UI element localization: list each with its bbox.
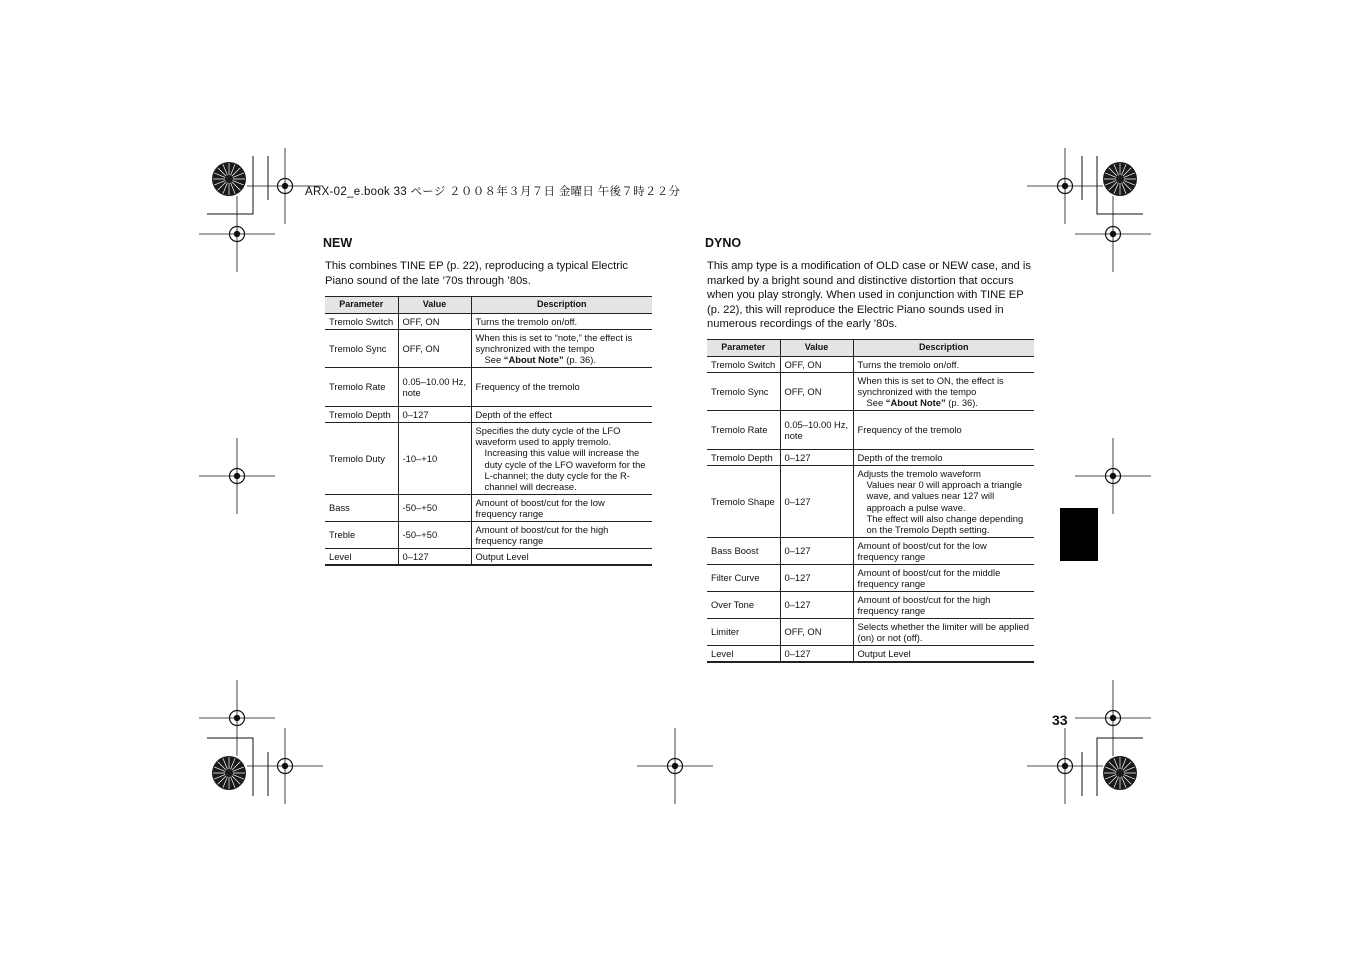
description-cell: Amount of boost/cut for the low frequency range [853,538,1034,565]
value-cell: 0–127 [780,466,853,538]
table-header-row [707,340,1034,357]
value-cell: 0–127 [780,538,853,565]
see-prefix: See [484,354,504,366]
description-text: Specifies the duty cycle of the LFO waveform used to apply tremolo. [475,424,621,447]
column-header-value: Value [780,340,853,357]
description-cell: Selects whether the limiter will be applied (on) or not (off). [853,619,1034,646]
dyno-section-body: This amp type is a modification of OLD case or NEW case, and is marked by a bright sound and distinctive distortion that occurs when you play strongly. When used in conjunction with TINE EP (p. 22), this will reproduce the Electric Piano sounds used in numerous recordings of the early ’80s. [707,260,1031,331]
param-cell: Tremolo Rate [325,368,398,407]
table-row [707,357,1034,373]
description-detail: Values near 0 will approach a triangle wave, and values near 127 will approach a pulse wave. [866,478,1023,513]
param-cell: Tremolo Depth [325,407,398,423]
value-cell: -50–+50 [398,495,471,522]
value-cell: OFF, ON [780,357,853,373]
value-cell: 0–127 [780,450,853,466]
description-cell: Output Level [471,549,652,565]
registration-target-icon [212,756,246,790]
value-cell: 0–127 [398,549,471,565]
see-prefix: See [866,397,886,409]
value-cell: OFF, ON [780,373,853,411]
table-row [325,495,652,522]
param-cell: Filter Curve [707,565,780,592]
description-cell: Depth of the tremolo [853,450,1034,466]
description-cell [471,423,652,495]
description-cell: Frequency of the tremolo [471,368,652,407]
table-row [707,411,1034,450]
dyno-section-title: DYNO [705,236,742,250]
table-row [325,330,652,368]
value-cell: 0.05–10.00 Hz, note [398,368,471,407]
new-parameter-table [325,296,652,566]
value-cell: -50–+50 [398,522,471,549]
column-header-value: Value [398,297,471,314]
column-header-description: Description [853,340,1034,357]
value-cell: OFF, ON [398,330,471,368]
page-number: 33 [1052,712,1068,728]
param-cell: Tremolo Depth [707,450,780,466]
table-row [325,549,652,565]
value-cell: 0–127 [780,565,853,592]
see-link-text: “About Note” [885,397,946,409]
value-cell: OFF, ON [780,619,853,646]
description-text: When this is set to “note,” the effect is synchronized with the tempo [475,331,633,354]
print-header: ARX-02_e.book 33 ページ ２００８年３月７日 金曜日 午後７時２２分 [305,186,681,198]
value-cell: 0–127 [780,592,853,619]
description-cell: Amount of boost/cut for the high frequency range [471,522,652,549]
table-row [707,592,1034,619]
new-section-title: NEW [323,236,353,250]
description-cell: Amount of boost/cut for the low frequency range [471,495,652,522]
param-cell: Bass [325,495,398,522]
description-cell: Amount of boost/cut for the middle frequency range [853,565,1034,592]
value-cell: -10–+10 [398,423,471,495]
table-row [325,407,652,423]
value-cell: 0–127 [398,407,471,423]
table-row [325,314,652,330]
description-cell [853,373,1034,411]
description-cell: Output Level [853,646,1034,662]
param-cell: Tremolo Sync [707,373,780,411]
see-link-text: “About Note” [503,354,564,366]
table-header-row [325,297,652,314]
table-row [707,538,1034,565]
param-cell: Level [707,646,780,662]
new-section-body: This combines TINE EP (p. 22), reproducing a typical Electric Piano sound of the late ’70s through ’80s. [325,260,629,287]
table-row [707,619,1034,646]
param-cell: Treble [325,522,398,549]
param-cell: Over Tone [707,592,780,619]
registration-target-icon [212,162,246,196]
table-row [707,565,1034,592]
registration-target-icon [1103,162,1137,196]
see-reference [476,354,649,365]
description-cell: Amount of boost/cut for the high frequency range [853,592,1034,619]
param-cell: Tremolo Sync [325,330,398,368]
column-header-description: Description [471,297,652,314]
param-cell: Tremolo Duty [325,423,398,495]
description-text: When this is set to ON, the effect is synchronized with the tempo [857,374,1004,397]
param-cell: Level [325,549,398,565]
description-cell: Turns the tremolo on/off. [471,314,652,330]
column-header-parameter: Parameter [325,297,398,314]
description-cell: Frequency of the tremolo [853,411,1034,450]
table-row [707,373,1034,411]
table-row [325,423,652,495]
param-cell: Bass Boost [707,538,780,565]
chapter-tab [1060,508,1098,561]
value-cell: 0.05–10.00 Hz, note [780,411,853,450]
see-suffix: (p. 36). [563,354,596,366]
description-cell: Depth of the effect [471,407,652,423]
description-detail: Increasing this value will increase the duty cycle of the LFO waveform for the L-channel; the duty cycle for the R-channel will decrease. [484,447,646,493]
param-cell: Tremolo Switch [707,357,780,373]
table-row [707,646,1034,662]
description-cell: Turns the tremolo on/off. [853,357,1034,373]
description-detail: The effect will also change depending on the Tremolo Depth setting. [866,512,1024,536]
table-row [707,466,1034,538]
table-row [325,368,652,407]
registration-target-icon [1103,756,1137,790]
column-header-parameter: Parameter [707,340,780,357]
see-reference [858,397,1031,408]
description-cell [853,466,1034,538]
table-row [707,450,1034,466]
param-cell: Tremolo Shape [707,466,780,538]
param-cell: Limiter [707,619,780,646]
dyno-parameter-table [707,339,1034,663]
value-cell: OFF, ON [398,314,471,330]
param-cell: Tremolo Switch [325,314,398,330]
value-cell: 0–127 [780,646,853,662]
table-row [325,522,652,549]
see-suffix: (p. 36). [945,397,978,409]
description-cell [471,330,652,368]
param-cell: Tremolo Rate [707,411,780,450]
description-text: Adjusts the tremolo waveform [857,467,981,479]
